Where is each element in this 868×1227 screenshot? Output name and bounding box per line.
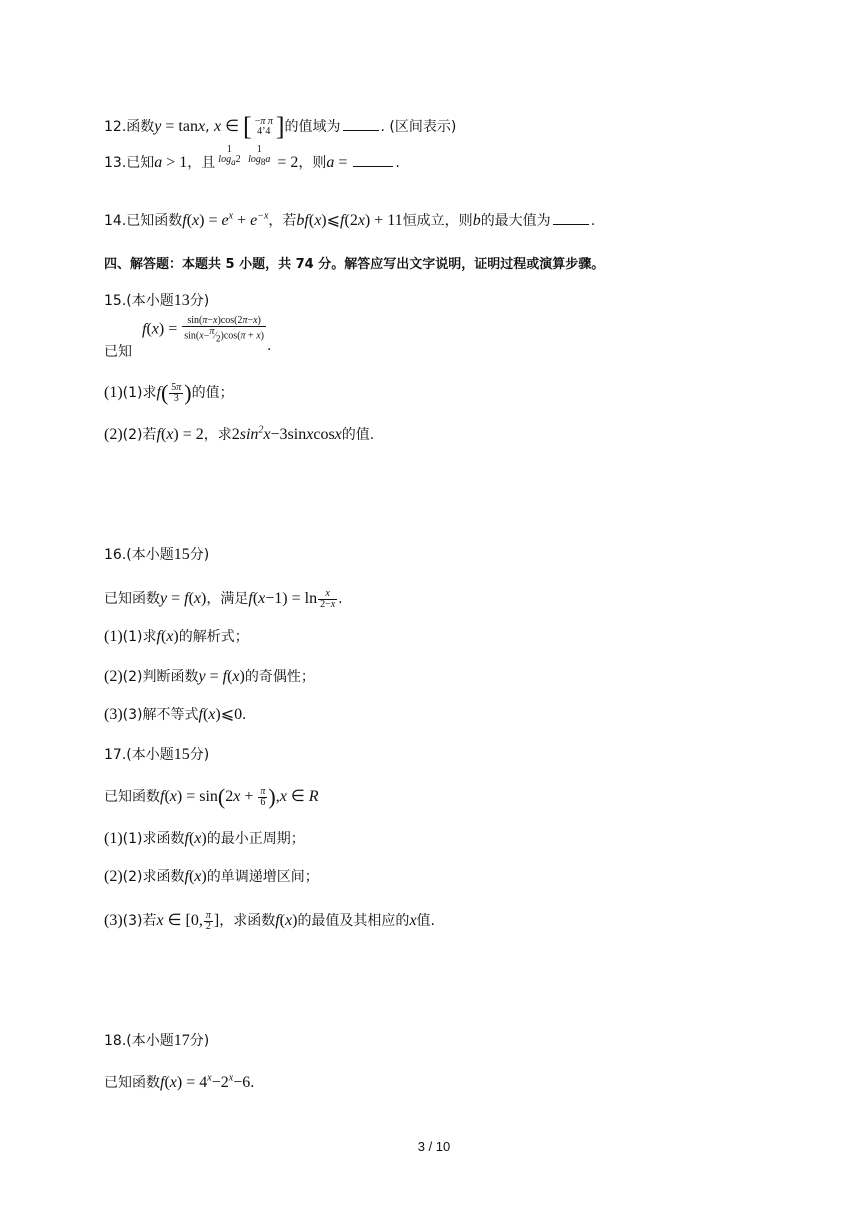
question-15-given: 已知f(x) = $\frac{\sin(\pi-x)\cos(2\pi-x)}{\sin(x-^\pi⁄_2)\cos(\pi + x)}$ . [104,315,272,360]
question-18-given: 已知函数$f(x) = 4^x-2^x-6$. [104,1072,255,1091]
page-number: 3 / 10 [417,1139,451,1154]
answer-blank [553,212,589,225]
question-14: 14.已知函数$f(x) = e^x + e^{-x}$，若bf(x)⩽f(2x) + 11恒成立，则b的最大值为 . [104,210,596,229]
question-15-header: 15.(本小题13分) [104,292,210,309]
question-15-part-1: (1)(1)求f( $\frac{5\pi}{3}$ )的值； [104,380,234,405]
question-16-given: 已知函数y = f(x)，满足f(x−1) = ln $\frac{x}{2-x}$ . [104,587,343,610]
answer-blank [343,118,379,131]
question-13: 13.已知a > 1，且 1 1 $\log_a2$ $\log_8a$ = 2，则a = . [104,144,400,171]
question-12: 12.函数y = tanx, x ∈ [ −π π 4’4 ]的值域为 . (区间表示) [104,112,457,141]
question-16-part-2: (2)(2)判断函数y = f(x)的奇偶性； [104,668,315,685]
question-15-part-2: (2)(2)若f(x) = 2，求$2\sin^2x-3sinxcosx$的值. [104,424,375,443]
question-17-part-2: (2)(2)求函数f(x)的单调递增区间； [104,868,319,885]
question-16-header: 16.(本小题15分) [104,546,210,563]
question-17-given: 已知函数f(x) = sin(2x + $\frac{\pi}{6}$ ),x ∈ R [104,784,319,809]
question-16-part-1: (1)(1)求f(x)的解析式； [104,628,249,645]
question-16-part-3: (3)(3)解不等式f(x)⩽0. [104,706,247,723]
section-title: 四、解答题：本题共 5 小题，共 74 分。解答应写出文字说明，证明过程或演算步骤。 [104,257,605,272]
question-17-part-3: (3)(3)若x ∈ [0, $\frac{\pi}{2}$ ]，求函数f(x)的最值及其相应的x值. [104,909,435,932]
answer-blank [353,154,393,167]
question-17-part-1: (1)(1)求函数f(x)的最小正周期； [104,830,305,847]
question-18-header: 18.(本小题17分) [104,1032,210,1049]
question-17-header: 17.(本小题15分) [104,746,210,763]
